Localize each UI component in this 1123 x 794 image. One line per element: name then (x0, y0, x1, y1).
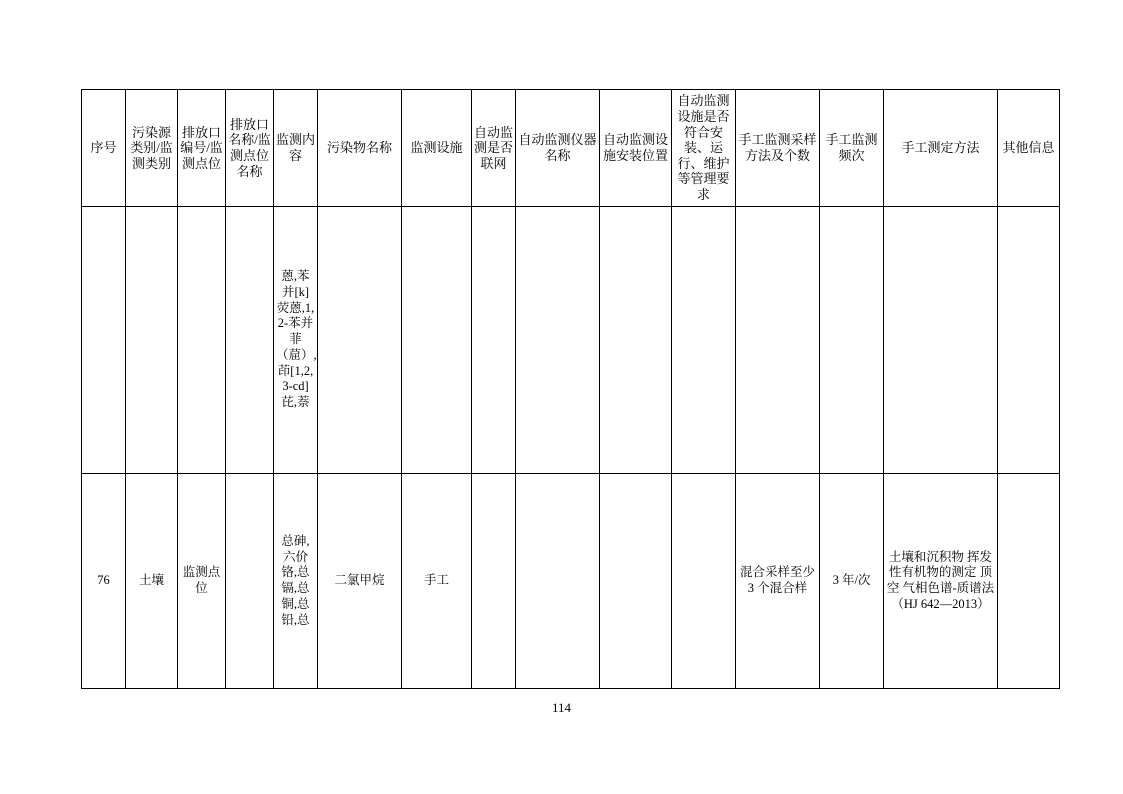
table-header-cell-pollutant-name (318, 90, 402, 207)
cell-source-type (126, 207, 178, 474)
table-row (82, 207, 1060, 474)
table-header-cell-manual-sampling-method (736, 90, 820, 207)
cell-auto-install-location (600, 207, 672, 474)
table-header-cell-auto-instrument-name (516, 90, 600, 207)
header-label: 自动监测设施安装位置 (602, 132, 668, 163)
cell-pollutant-name (318, 474, 402, 689)
header-label: 监测设施 (410, 140, 463, 156)
table-header-cell-auto-compliance (672, 90, 736, 207)
cell-manual-frequency (820, 207, 884, 474)
table-header-cell-source-type (126, 90, 178, 207)
table-header-cell-monitor-facility (402, 90, 472, 207)
cell-auto-instrument-name (516, 207, 600, 474)
cell-index (82, 474, 126, 689)
table-row (82, 474, 1060, 689)
cell-outlet-name (226, 207, 274, 474)
table-header-cell-monitor-content (274, 90, 318, 207)
table-header-cell-auto-networked (472, 90, 516, 207)
cell-pollutant-name (318, 207, 402, 474)
cell-other-info (998, 207, 1060, 474)
cell-text: 土壤 (138, 573, 164, 588)
header-label: 排放口编号/监测点位 (180, 124, 223, 171)
table-header-row (82, 90, 1060, 207)
header-label: 手工监测采样方法及个数 (738, 132, 817, 163)
cell-manual-method (884, 207, 998, 474)
cell-outlet-code (178, 207, 226, 474)
cell-source-type (126, 474, 178, 689)
table-header-cell-auto-install-location (600, 90, 672, 207)
header-label: 手工监测频次 (825, 132, 878, 163)
cell-other-info (998, 474, 1060, 689)
header-label: 自动监测设施是否符合安装、运行、维护等管理要求 (677, 93, 730, 202)
table-header-cell-outlet-code (178, 90, 226, 207)
cell-auto-networked (472, 207, 516, 474)
cell-auto-instrument-name (516, 474, 600, 689)
table-header-cell-manual-frequency (820, 90, 884, 207)
cell-text: 手工 (423, 573, 449, 588)
header-label: 排放口名称/监测点位名称 (228, 116, 271, 179)
cell-auto-networked (472, 474, 516, 689)
table-header-cell-outlet-name (226, 90, 274, 207)
table-header-cell-manual-method (884, 90, 998, 207)
header-label: 手工测定方法 (901, 140, 980, 156)
cell-outlet-name (226, 474, 274, 689)
header-label: 自动监测是否联网 (474, 124, 514, 171)
cell-text: 土壤和沉积物 挥发性有机物的测定 顶空 气相色谱-质谱法（HJ 642—2013） (886, 549, 995, 611)
header-label: 自动监测仪器名称 (518, 132, 597, 163)
cell-text: 混合采样至少 3 个混合样 (739, 565, 815, 595)
header-label: 污染源类别/监测类别 (130, 124, 173, 171)
cell-text: 3 年/次 (832, 573, 871, 588)
cell-monitor-facility (402, 474, 472, 689)
cell-auto-install-location (600, 474, 672, 689)
cell-monitor-facility (402, 207, 472, 474)
cell-text: 监测点位 (182, 565, 221, 595)
cell-text: 总砷,六价铬,总镉,总铜,总铅,总 (281, 533, 310, 627)
cell-manual-method (884, 474, 998, 689)
header-label: 污染物名称 (326, 140, 392, 156)
page-number: 114 (551, 700, 572, 715)
header-label: 序号 (90, 140, 117, 156)
cell-index (82, 207, 126, 474)
cell-auto-compliance (672, 207, 736, 474)
cell-monitor-content (274, 207, 318, 474)
cell-manual-frequency (820, 474, 884, 689)
cell-outlet-code (178, 474, 226, 689)
cell-auto-compliance (672, 474, 736, 689)
table-header-cell-index (82, 90, 126, 207)
cell-manual-sampling-method (736, 474, 820, 689)
table-header-cell-other-info (998, 90, 1060, 207)
cell-manual-sampling-method (736, 207, 820, 474)
cell-text: 二氯甲烷 (334, 573, 385, 588)
cell-text: 蒽,苯并[k]荧蒽,1,2-苯并菲（䓛）,茚[1,2,3-cd]芘,萘 (276, 269, 317, 410)
header-label: 监测内容 (276, 132, 316, 163)
monitoring-table (81, 89, 1060, 689)
cell-text: 76 (97, 573, 110, 588)
cell-monitor-content (274, 474, 318, 689)
monitoring-table-container (81, 89, 1055, 689)
header-label: 其他信息 (1002, 140, 1055, 156)
